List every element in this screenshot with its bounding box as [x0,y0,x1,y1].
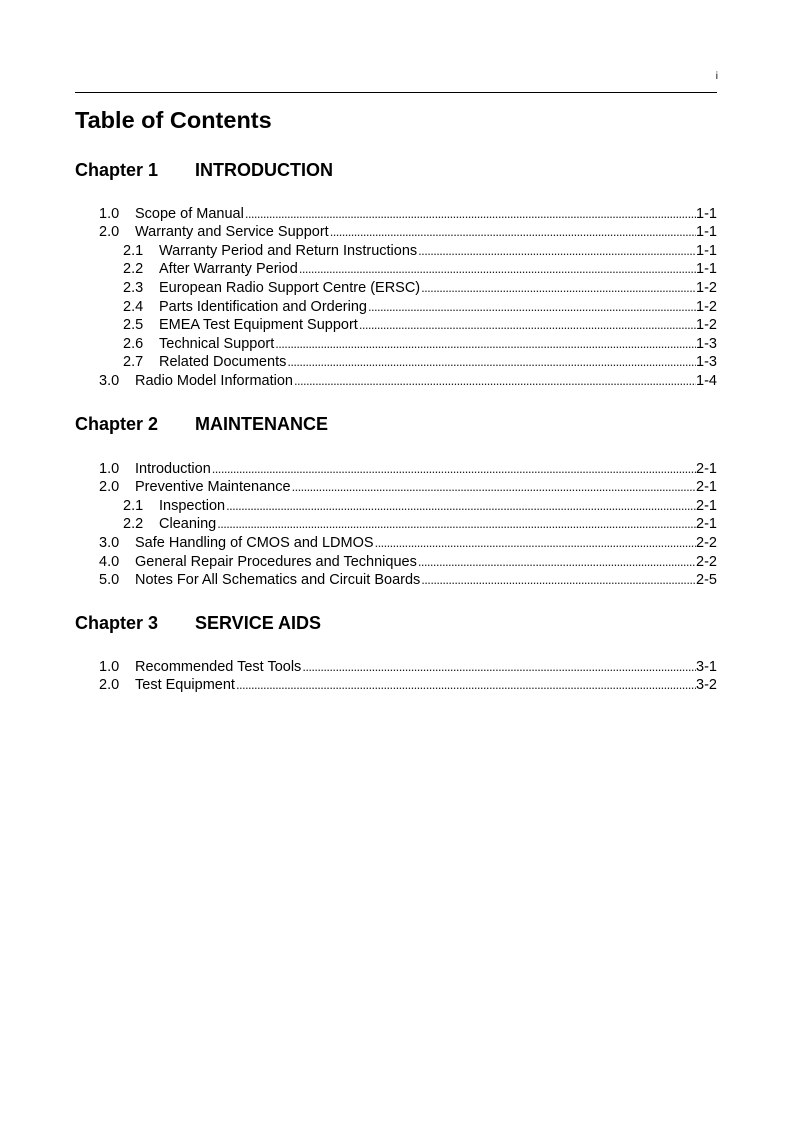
entry-page: 1-3 [696,335,717,352]
chapter-heading [0,159,717,181]
entry-page: 1-4 [696,373,717,390]
toc-entry[interactable] [0,260,717,279]
leader-dots [374,534,696,553]
entry-number: 2.4 [123,298,144,315]
toc-entry[interactable] [0,553,717,572]
chapter-title: INTRODUCTION [195,160,333,180]
leader-dots [367,298,696,317]
entry-number: 3.0 [99,373,120,390]
chapter-label: Chapter 2 [75,414,159,434]
leader-dots [274,335,696,354]
leader-dots [225,497,696,516]
leader-dots [291,478,696,497]
toc-entry[interactable] [0,676,717,695]
chapter-title: SERVICE AIDS [195,613,322,633]
entry-title: Parts Identification and Ordering [159,298,367,315]
entry-number: 2.3 [123,280,144,297]
entry-title: Test Equipment [135,677,235,694]
toc-list [0,658,717,695]
toc-entry[interactable] [0,534,717,553]
toc-entry[interactable] [0,242,717,261]
leader-dots [420,571,696,590]
toc-entry[interactable] [0,298,717,317]
chapter-label: Chapter 1 [75,160,159,180]
toc-entry[interactable] [0,497,717,516]
entry-title: Notes For All Schematics and Circuit Boards [135,572,421,589]
entry-page: 2-2 [696,535,717,552]
entry-title: Preventive Maintenance [135,479,291,496]
entry-page: 3-2 [696,677,717,694]
entry-page: 2-1 [696,479,717,496]
toc-entry[interactable] [0,223,717,242]
leader-dots [298,260,696,279]
entry-title: Scope of Manual [135,205,244,222]
leader-dots [211,460,696,479]
toc-entry[interactable] [0,460,717,479]
entry-page: 2-1 [696,516,717,533]
chapter-label: Chapter 3 [75,613,159,633]
entry-page: 1-3 [696,354,717,371]
entry-number: 2.2 [123,261,144,278]
toc-entry[interactable] [0,353,717,372]
page-title: Table of Contents [75,107,272,133]
leader-dots [244,205,696,224]
entry-page: 2-1 [696,460,717,477]
leader-dots [301,658,696,677]
entry-number: 1.0 [99,658,120,675]
entry-page: 2-1 [696,497,717,514]
entry-title: Inspection [159,497,226,514]
entry-number: 2.1 [123,242,144,259]
toc-entry[interactable] [0,279,717,298]
entry-number: 4.0 [99,553,120,570]
entry-page: 2-5 [696,572,717,589]
toc-entry[interactable] [0,571,717,590]
entry-page: 1-1 [696,224,717,241]
entry-number: 2.7 [123,354,144,371]
leader-dots [329,223,696,242]
entry-page: 1-1 [696,261,717,278]
chapter-title: MAINTENANCE [195,414,328,434]
entry-page: 1-1 [696,242,717,259]
toc-list [0,460,717,590]
entry-page: 1-2 [696,317,717,334]
entry-number: 5.0 [99,572,120,589]
toc-entry[interactable] [0,372,717,391]
entry-number: 3.0 [99,535,120,552]
entry-title: After Warranty Period [159,261,298,278]
entry-title: General Repair Procedures and Techniques [135,553,417,570]
toc-entry[interactable] [0,205,717,224]
chapter-heading [0,612,717,634]
entry-page: 1-2 [696,280,717,297]
entry-number: 2.6 [123,335,144,352]
leader-dots [293,372,696,391]
toc-entry[interactable] [0,658,717,677]
leader-dots [286,353,696,372]
entry-page: 3-1 [696,658,717,675]
entry-number: 2.0 [99,224,120,241]
entry-title: Recommended Test Tools [135,658,302,675]
entry-title: Warranty Period and Return Instructions [159,242,418,259]
entry-title: European Radio Support Centre (ERSC) [159,280,421,297]
entry-page: 2-2 [696,553,717,570]
entry-number: 2.1 [123,497,144,514]
entry-title: Radio Model Information [135,373,293,390]
entry-number: 1.0 [99,460,120,477]
page-number: i [715,71,718,82]
entry-page: 1-2 [696,298,717,315]
entry-number: 1.0 [99,205,120,222]
chapter-heading [0,413,717,435]
toc-entry[interactable] [0,515,717,534]
entry-number: 2.0 [99,677,120,694]
leader-dots [417,242,696,261]
header-rule [75,92,717,93]
toc-entry[interactable] [0,335,717,354]
entry-page: 1-1 [696,205,717,222]
entry-title: Safe Handling of CMOS and LDMOS [135,535,374,552]
leader-dots [417,553,696,572]
toc-list [0,205,717,391]
leader-dots [235,676,696,695]
entry-number: 2.5 [123,317,144,334]
leader-dots [216,515,696,534]
entry-title: Introduction [135,460,211,477]
entry-title: Related Documents [159,354,287,371]
leader-dots [420,279,696,298]
leader-dots [358,316,696,335]
entry-title: Cleaning [159,516,217,533]
entry-number: 2.2 [123,516,144,533]
toc-entry[interactable] [0,478,717,497]
entry-title: Technical Support [159,335,275,352]
entry-title: Warranty and Service Support [135,224,329,241]
toc-entry[interactable] [0,316,717,335]
entry-number: 2.0 [99,479,120,496]
entry-title: EMEA Test Equipment Support [159,317,358,334]
